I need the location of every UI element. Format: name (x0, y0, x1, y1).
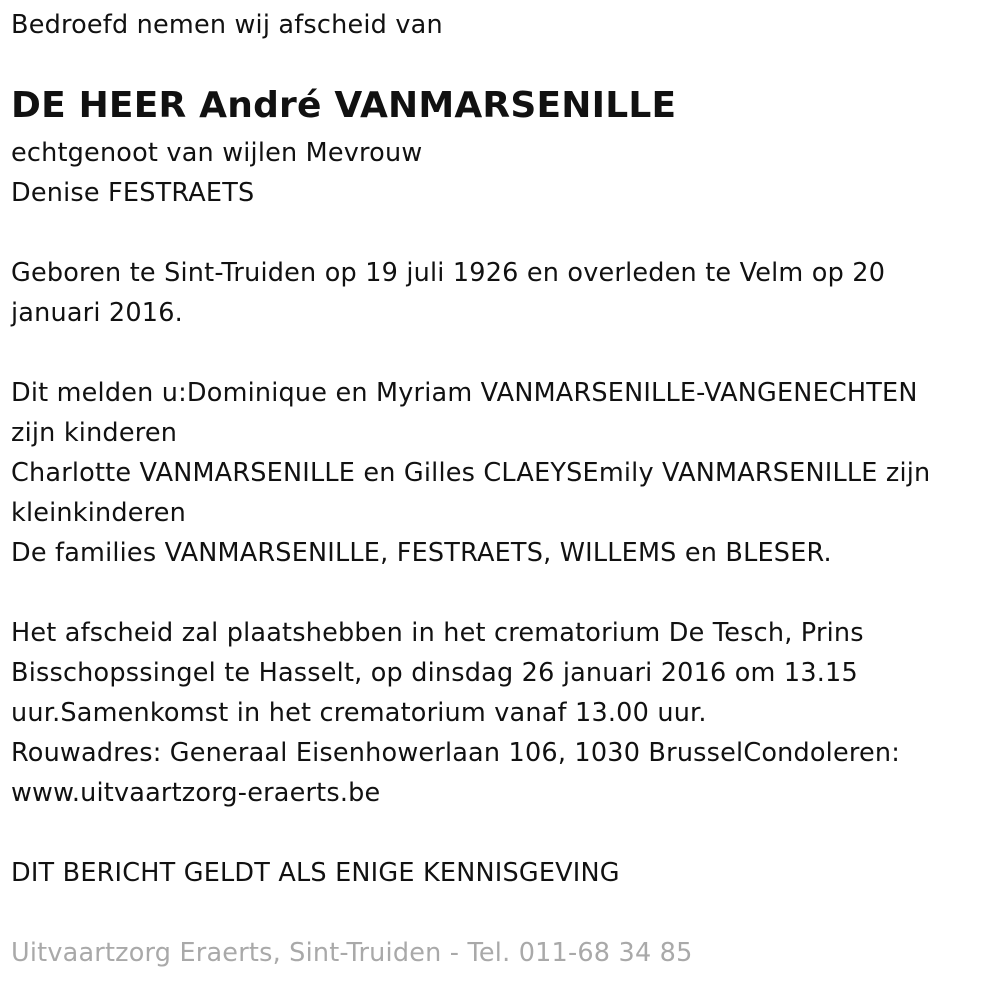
official-notice-text: DIT BERICHT GELDT ALS ENIGE KENNISGEVING (11, 858, 620, 888)
birth-death-section (11, 253, 885, 333)
family-line: kleinkinderen (11, 498, 187, 528)
funeral-details-section (11, 613, 900, 813)
funeral-line: uur.Samenkomst in het crematorium vanaf 13.00 uur. (11, 698, 707, 728)
birth-death-line: januari 2016. (11, 298, 183, 328)
intro-text: Bedroefd nemen wij afscheid van (11, 10, 443, 40)
funeral-line: www.uitvaartzorg-eraerts.be (11, 778, 381, 808)
deceased-name-heading: DE HEER André VANMARSENILLE (11, 85, 677, 126)
family-line: zijn kinderen (11, 418, 178, 448)
spouse-section (11, 133, 422, 213)
family-line: De families VANMARSENILLE, FESTRAETS, WILLEMS en BLESER. (11, 538, 832, 568)
funeral-line: Rouwadres: Generaal Eisenhowerlaan 106, 1030 BrusselCondoleren: (11, 738, 901, 768)
funeral-home-footer: Uitvaartzorg Eraerts, Sint-Truiden - Tel. 011-68 34 85 (11, 938, 693, 968)
footer-section (11, 933, 693, 973)
family-line: Charlotte VANMARSENILLE en Gilles CLAEYSEmily VANMARSENILLE zijn (11, 458, 931, 488)
family-section (11, 373, 930, 573)
notice-section (11, 853, 620, 893)
birth-death-line: Geboren te Sint-Truiden op 19 juli 1926 en overleden te Velm op 20 (11, 258, 886, 288)
spouse-line: echtgenoot van wijlen Mevrouw (11, 138, 423, 168)
funeral-line: Bisschopssingel te Hasselt, op dinsdag 26 januari 2016 om 13.15 (11, 658, 858, 688)
family-line: Dit melden u:Dominique en Myriam VANMARSENILLE-VANGENECHTEN (11, 378, 918, 408)
spouse-line: Denise FESTRAETS (11, 178, 255, 208)
funeral-line: Het afscheid zal plaatshebben in het crematorium De Tesch, Prins (11, 618, 864, 648)
